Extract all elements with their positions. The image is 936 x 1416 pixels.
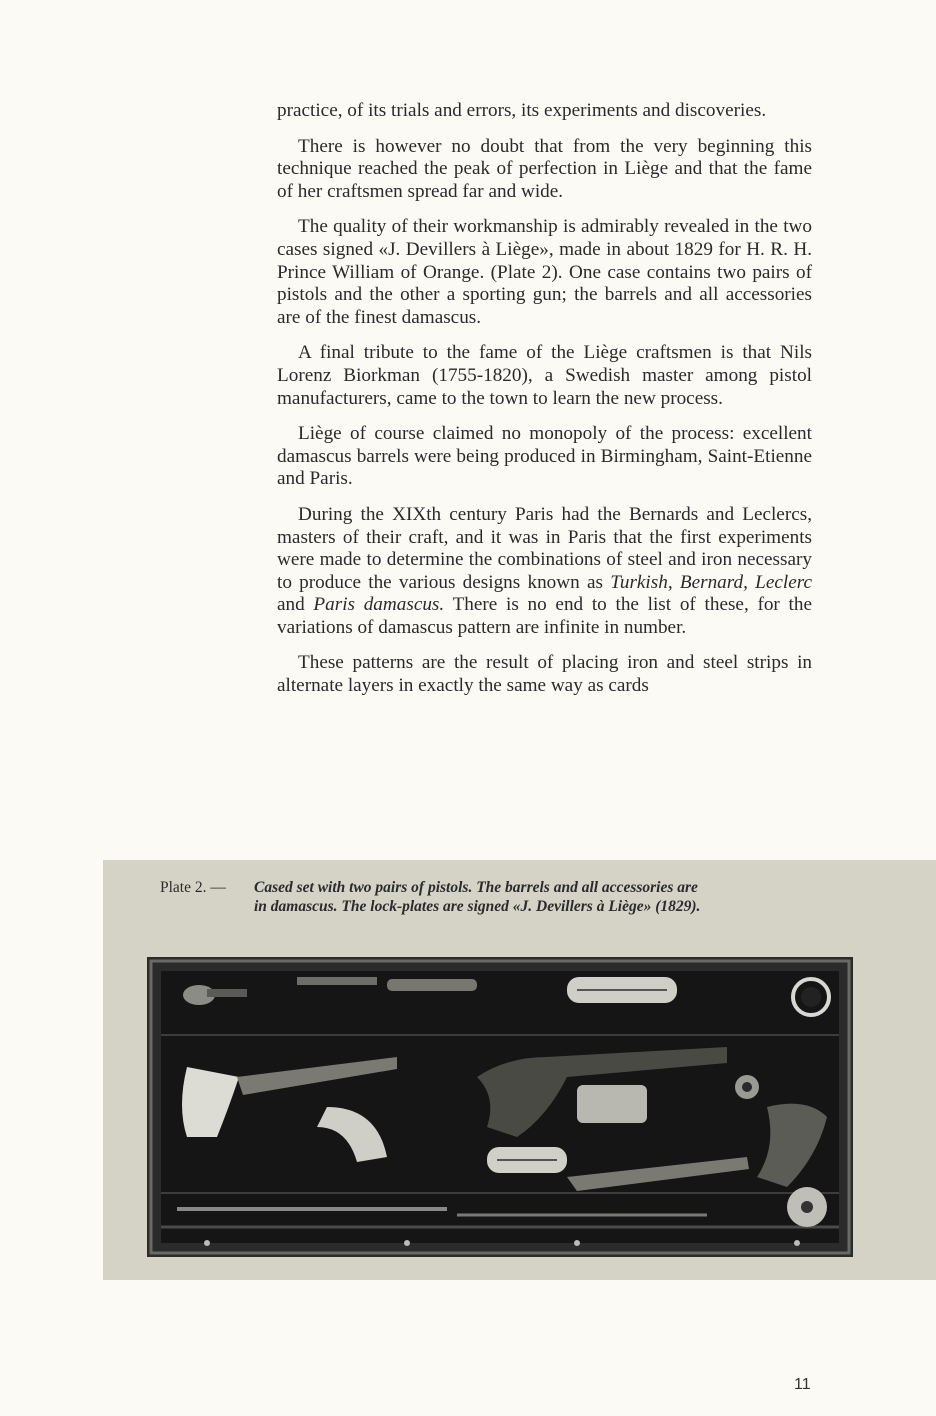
plate-caption-text: Cased set with two pairs of pistols. The barrels and all accessories are in damascus. The lock-plates are signed «J. Devillers à Liège» (1829). [254,879,701,915]
paragraph [277,504,812,640]
paragraph: There is however no doubt that from the very beginning this technique reached the peak of perfection in Liège and that the fame of her craftsmen spread far and wide. [277,135,812,202]
italic-text: Turkish, Bernard, Leclerc [610,571,812,593]
paragraph: Liège of course claimed no monopoly of the process: excellent damascus barrels were being produced in Birmingham, Saint-Etienne and Paris. [277,423,812,490]
body-text [277,100,812,711]
plate-panel [103,860,936,1280]
paragraph-text: During the XIXth century Paris had the Bernards and Leclercs, masters of their craft, and it was in Paris that the first experiments were made to determine the combinations of steel and iron necessary to produce the various designs known as [277,503,812,593]
italic-text: Paris damascus. [313,594,445,616]
paragraph: The quality of their workmanship is admirably revealed in the two cases signed «J. Devillers à Liège», made in about 1829 for H. R. H. Prince William of Orange. (Plate 2). One case contains two pairs of pistols and the other a sporting gun; the barrels and all accessories are of the finest damascus. [277,216,812,328]
paragraph: A final tribute to the fame of the Liège craftsmen is that Nils Lorenz Biorkman (1755-1820), a Swedish master among pistol manufacturers, came to the town to learn the new process. [277,342,812,409]
paragraph: These patterns are the result of placing iron and steel strips in alternate layers in exactly the same way as cards [277,652,812,697]
pistol-case-photo [147,957,853,1257]
page-number: 11 [794,1376,811,1393]
plate-label: Plate 2. — [160,879,226,896]
paragraph-text: and [277,594,314,616]
paragraph-text: There is no end to the list of these, for the variations of damascus pattern are infinite in number. [277,594,812,638]
paragraph: practice, of its trials and errors, its experiments and discoveries. [277,100,767,121]
